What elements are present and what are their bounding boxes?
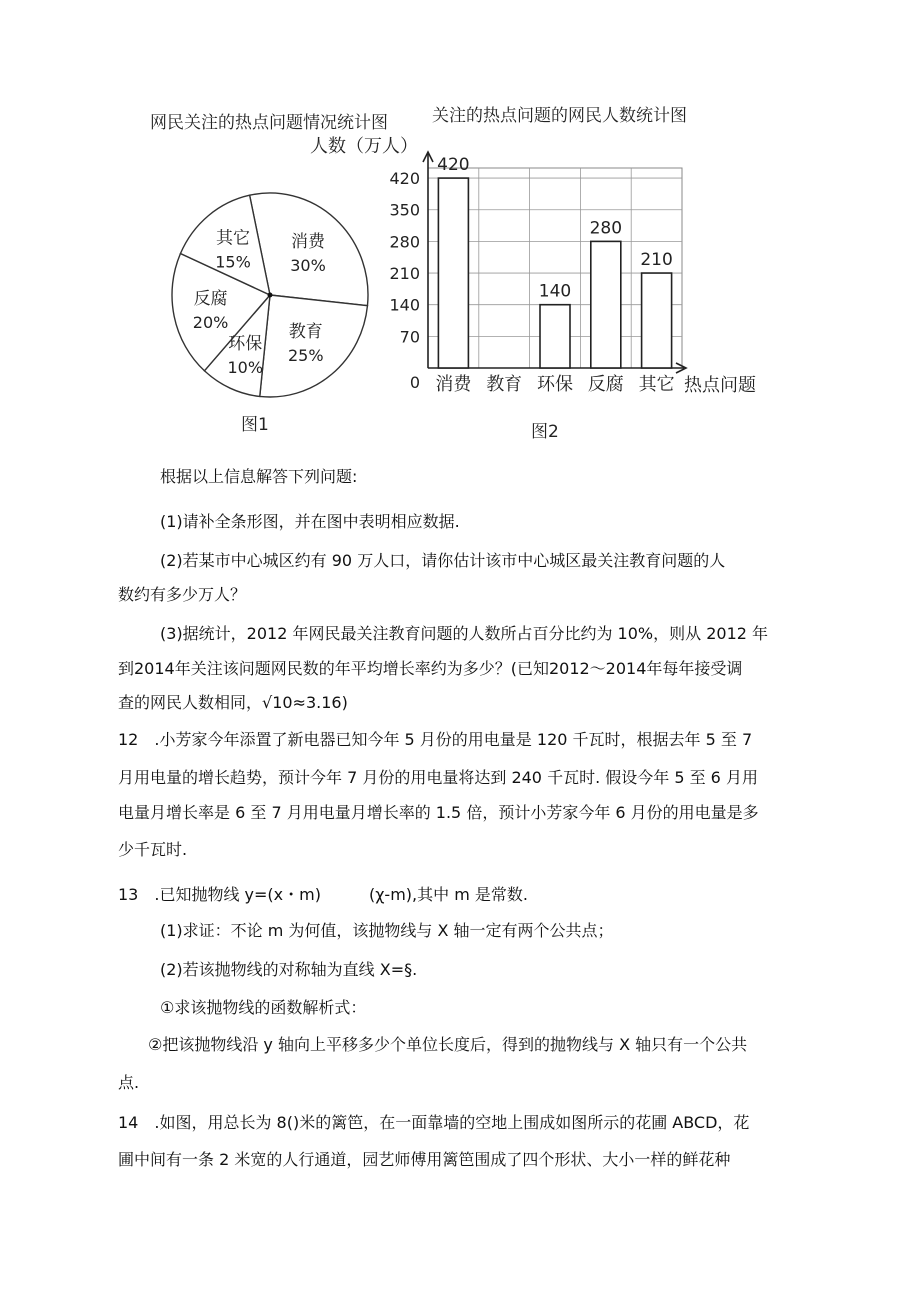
pie-slice-label: 环保 xyxy=(228,333,263,354)
problem-12-line-1: 12 .小芳家今年添置了新电器已知今年 5 月份的用电量是 120 千瓦时，根据去年 5 至 7 xyxy=(118,730,753,749)
pie-slice-percent: 15% xyxy=(215,252,251,272)
bar xyxy=(642,273,672,368)
bar xyxy=(438,178,468,368)
bar-value-label: 420 xyxy=(437,155,470,176)
problem-14-line-1: 14 .如图，用总长为 8()米的篱笆，在一面靠墙的空地上围成如图所示的花圃 ABCD，花 xyxy=(118,1113,750,1132)
y-tick-label: 280 xyxy=(389,232,420,252)
problem-14-line-2: 圃中间有一条 2 米宽的人行通道，园艺师傅用篱笆围成了四个形状、大小一样的鲜花种 xyxy=(118,1150,731,1169)
x-category-label: 反腐 xyxy=(587,374,624,395)
y-tick-label: 140 xyxy=(389,295,420,315)
y-tick-label: 0 xyxy=(409,373,420,392)
intro-text: 根据以上信息解答下列问题: xyxy=(160,467,358,486)
pie-chart-title: 网民关注的热点问题情况统计图 xyxy=(150,113,388,133)
problem-12-line-2: 月用电量的增长趋势，预计今年 7 月份的用电量将达到 240 千瓦时. 假设今年 5 至 6 月用 xyxy=(118,768,758,787)
y-tick-label: 420 xyxy=(389,169,420,189)
x-category-label: 教育 xyxy=(486,374,523,395)
pie-chart-caption: 图1 xyxy=(241,415,269,435)
bar-chart-title: 关注的热点问题的网民人数统计图 xyxy=(432,106,687,126)
y-tick-label: 350 xyxy=(389,200,420,220)
pie-slice-percent: 25% xyxy=(287,345,324,365)
x-category-label: 消费 xyxy=(435,374,472,395)
problem-13-part-2b-line-2: 点. xyxy=(118,1073,140,1092)
bar-value-label: 210 xyxy=(640,250,673,271)
bar xyxy=(540,305,570,368)
pie-slice-percent: 20% xyxy=(192,313,229,333)
pie-slice-label: 消费 xyxy=(291,232,326,253)
problem-13-part-2a: ①求该抛物线的函数解析式： xyxy=(160,998,367,1017)
y-tick-label: 210 xyxy=(389,264,420,284)
question-3-line-2: 到2014年关注该问题网民数的年平均增长率约为多少？(已知2012～2014年每年接受调 xyxy=(118,659,743,678)
question-3-line-3: 查的网民人数相同，√10≈3.16) xyxy=(118,693,348,712)
pie-slice-label: 其它 xyxy=(215,228,250,249)
bar-chart xyxy=(389,152,686,395)
bar-value-label: 280 xyxy=(589,218,623,239)
question-2-line-1: (2)若某市中心城区约有 90 万人口，请你估计该市中心城区最关注教育问题的人 xyxy=(160,551,726,570)
bar-chart-caption: 图2 xyxy=(531,422,559,442)
x-category-label: 环保 xyxy=(537,374,573,395)
bar-value-label: 140 xyxy=(538,281,572,302)
question-3-line-1: (3)据统计，2012 年网民最关注教育问题的人数所占百分比约为 10%，则从 2012 年 xyxy=(160,624,769,643)
problem-13-part-2b-line-1: ②把该抛物线沿 y 轴向上平移多少个单位长度后，得到的抛物线与 X 轴只有一个公共 xyxy=(148,1035,748,1054)
charts-figure xyxy=(0,0,920,460)
pie-slice-label: 反腐 xyxy=(193,289,228,310)
problem-12-line-4: 少千瓦时. xyxy=(118,840,188,859)
problem-13-part-2: (2)若该抛物线的对称轴为直线 X=§. xyxy=(160,960,418,979)
bar xyxy=(591,241,621,368)
question-2-line-2: 数约有多少万人？ xyxy=(118,585,247,604)
pie-slice-percent: 10% xyxy=(227,357,264,377)
problem-13-line-1: 13 .已知抛物线 y=(x・m) (χ-m),其中 m 是常数. xyxy=(118,885,528,904)
pie-slice-percent: 30% xyxy=(290,256,326,276)
x-category-label: 其它 xyxy=(638,374,675,395)
pie-chart xyxy=(172,193,368,397)
problem-13-part-1: (1)求证：不论 m 为何值，该抛物线与 X 轴一定有两个公共点； xyxy=(160,921,614,940)
bar-chart-xlabel: 热点问题 xyxy=(684,375,756,396)
y-tick-label: 70 xyxy=(399,327,420,347)
problem-12-line-3: 电量月增长率是 6 至 7 月用电量月增长率的 1.5 倍，预计小芳家今年 6 月份的用电量是多 xyxy=(118,803,759,822)
pie-center-dot xyxy=(268,293,273,298)
question-1: (1)请补全条形图，并在图中表明相应数据. xyxy=(160,512,460,531)
bar-chart-ylabel: 人数（万人） xyxy=(310,136,418,157)
pie-slice-label: 教育 xyxy=(288,321,323,342)
